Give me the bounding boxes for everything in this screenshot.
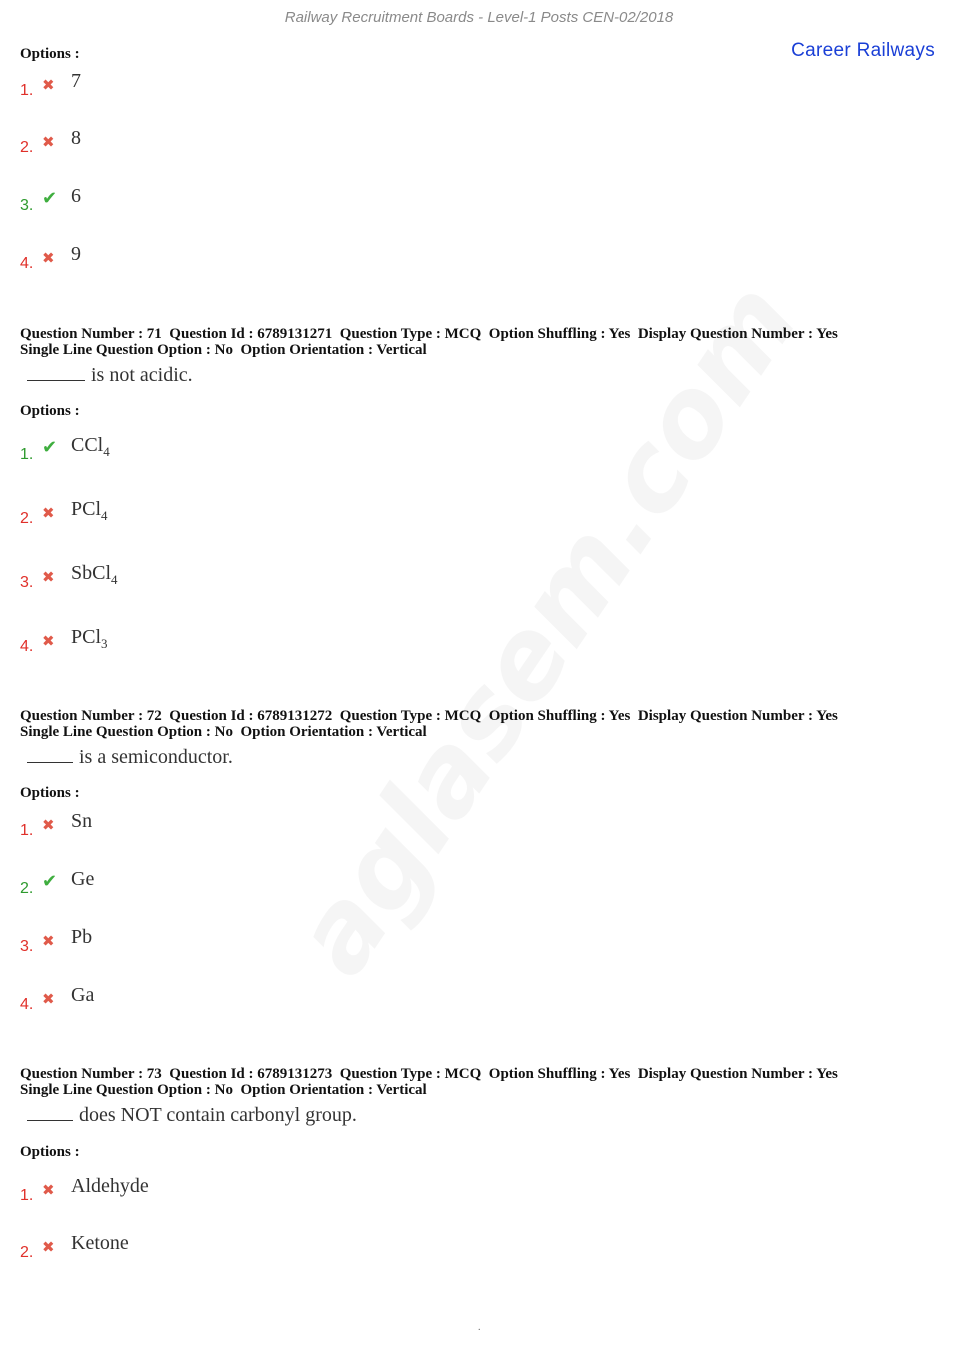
option-text — [71, 434, 110, 460]
question-meta — [20, 326, 940, 358]
option-number: 2. — [20, 880, 34, 897]
subscript: 3 — [101, 636, 108, 651]
question-text-body: does NOT contain carbonyl group. — [79, 1104, 357, 1126]
formula: CCl — [71, 434, 104, 456]
meta-line: Single Line Question Option : No Option Orientation : Vertical — [20, 342, 427, 358]
formula: PCl — [71, 626, 102, 648]
question-text-body: is a semiconductor. — [79, 746, 233, 768]
meta-line: Question Number : 71 Question Id : 6789131271 Question Type : MCQ Option Shuffling : Yes Display Question Number : Yes — [20, 326, 838, 342]
meta-line: Question Number : 72 Question Id : 6789131272 Question Type : MCQ Option Shuffling : Yes Display Question Number : Yes — [20, 708, 838, 724]
option-text: 7 — [71, 70, 81, 92]
option-text: Sn — [71, 810, 93, 832]
formula: SbCl — [71, 562, 112, 584]
option-number: 1. — [20, 446, 34, 463]
option-number: 1. — [20, 82, 34, 99]
option-number: 1. — [20, 1187, 34, 1204]
cross-icon: ✖ — [42, 932, 55, 950]
cross-icon: ✖ — [42, 632, 55, 650]
option-number: 3. — [20, 938, 34, 955]
option-text: Pb — [71, 926, 93, 948]
options-label: Options : — [20, 1144, 80, 1160]
subscript: 4 — [101, 508, 108, 523]
meta-line: Single Line Question Option : No Option Orientation : Vertical — [20, 724, 427, 740]
option-text: 9 — [71, 243, 81, 265]
question-meta — [20, 1066, 940, 1098]
question-text — [27, 364, 193, 387]
brand-label: Career Railways — [791, 40, 935, 61]
cross-icon: ✖ — [42, 133, 55, 151]
question-text-body: is not acidic. — [91, 364, 193, 386]
footer-mark: . — [478, 1322, 481, 1333]
cross-icon: ✖ — [42, 76, 55, 94]
meta-line: Question Number : 73 Question Id : 6789131273 Question Type : MCQ Option Shuffling : Yes Display Question Number : Yes — [20, 1066, 838, 1082]
check-icon: ✔ — [42, 437, 58, 458]
option-number: 2. — [20, 1244, 34, 1261]
option-text — [71, 626, 108, 652]
blank-line — [27, 366, 85, 381]
subscript: 4 — [111, 572, 118, 587]
option-number: 2. — [20, 139, 34, 156]
option-number: 2. — [20, 510, 34, 527]
question-meta — [20, 708, 940, 740]
subscript: 4 — [103, 444, 110, 459]
option-number: 1. — [20, 822, 34, 839]
cross-icon: ✖ — [42, 504, 55, 522]
option-text: 6 — [71, 185, 81, 207]
option-number: 3. — [20, 197, 34, 214]
option-number: 4. — [20, 255, 34, 272]
option-number: 4. — [20, 638, 34, 655]
cross-icon: ✖ — [42, 568, 55, 586]
cross-icon: ✖ — [42, 990, 55, 1008]
option-text: Aldehyde — [71, 1175, 149, 1197]
cross-icon: ✖ — [42, 1238, 55, 1256]
option-text: Ketone — [71, 1232, 129, 1254]
option-number: 4. — [20, 996, 34, 1013]
formula: PCl — [71, 498, 102, 520]
options-label: Options : — [20, 46, 80, 62]
options-label: Options : — [20, 785, 80, 801]
cross-icon: ✖ — [42, 1181, 55, 1199]
check-icon: ✔ — [42, 188, 58, 209]
option-text: Ge — [71, 868, 95, 890]
blank-line — [27, 748, 73, 763]
option-number: 3. — [20, 574, 34, 591]
option-text: Ga — [71, 984, 95, 1006]
option-text — [71, 562, 118, 588]
cross-icon: ✖ — [42, 816, 55, 834]
option-text — [71, 498, 108, 524]
meta-line: Single Line Question Option : No Option Orientation : Vertical — [20, 1082, 427, 1098]
blank-line — [27, 1106, 73, 1121]
cross-icon: ✖ — [42, 249, 55, 267]
option-text: 8 — [71, 127, 81, 149]
question-text — [27, 746, 233, 769]
check-icon: ✔ — [42, 871, 58, 892]
options-label: Options : — [20, 403, 80, 419]
page-header: Railway Recruitment Boards - Level-1 Posts CEN-02/2018 — [284, 9, 674, 26]
question-text — [27, 1104, 357, 1127]
